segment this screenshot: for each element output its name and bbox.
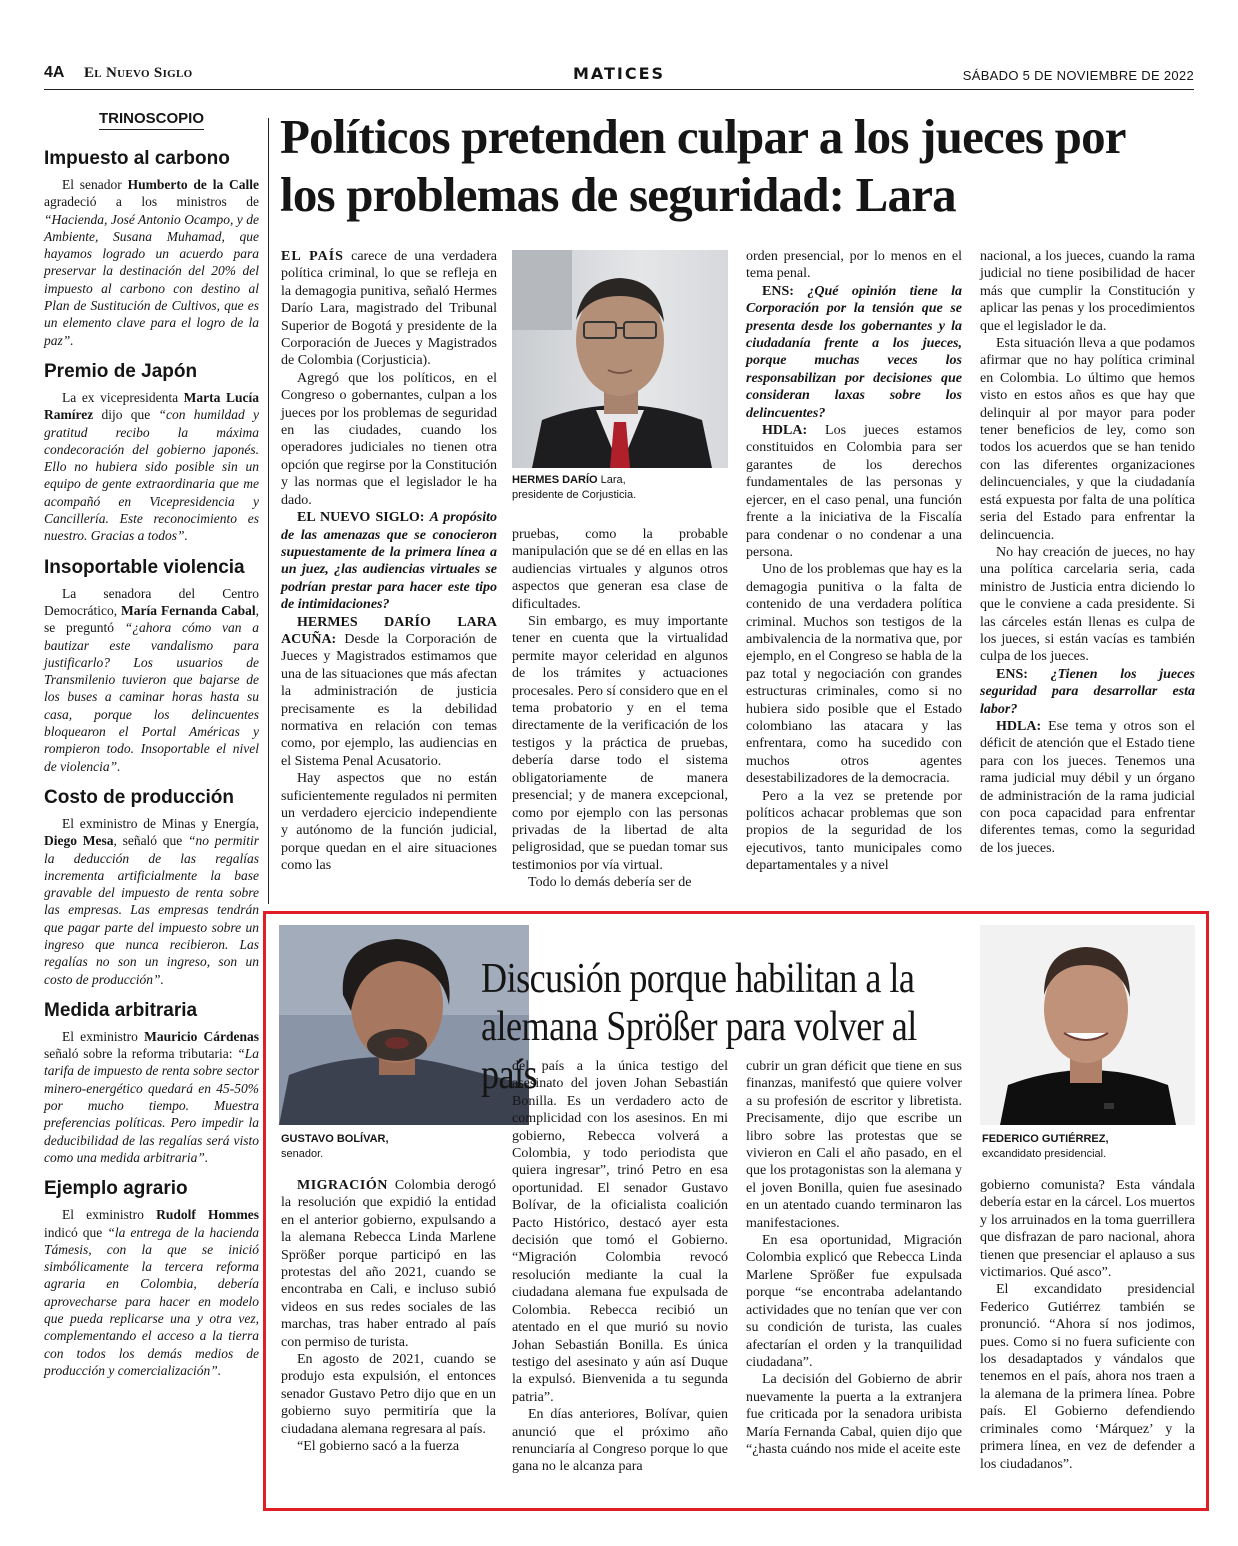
sidebar-item-body: El exministro Mauricio Cárdenas señaló sobre la reforma tributaria: “La tarifa de impuesto de renta sobre sector minero-energético quedará en 45-50% por mucho tiempo. Muestra preferencias políticas. Pero impedir la deducibilidad de las regalías será visto como una medida arbitraria”. <box>44 1028 259 1165</box>
gutierrez-photo-caption <box>982 1132 1197 1162</box>
sidebar-item-heading: Premio de Japón <box>44 360 198 382</box>
hermes-photo-caption <box>512 473 728 503</box>
sidebar-item-body: El exministro Rudolf Hommes indicó que “la entrega de la hacienda Támesis, con la que se inició simbólicamente la tercera reforma agraria en Colombia, debería aprovecharse para hacer en modelo que pueda replicarse una y otra vez, complementando el acceso a la tierra con todos los demás medios de producción y comercialización”. <box>44 1207 259 1378</box>
page-number: 4A <box>44 64 65 81</box>
newspaper-name: El Nuevo Siglo <box>84 65 193 81</box>
main-headline: Políticos pretenden culpar a los jueces por los problemas de seguridad: Lara <box>280 109 1125 222</box>
sidebar-item-heading: Ejemplo agrario <box>44 1178 188 1200</box>
sidebar-item-body: La senadora del Centro Democrático, María Fernanda Cabal, se preguntó “¿ahora cómo van a bautizar este vandalismo para justificarlo? Los usuarios de Transmilenio tuvieron que bajarse de los buses a caminar horas hasta su casa, porque los delincuentes bloquearon el Portal Américas y rompieron todo. Insoportable el nivel de violencia”. <box>44 585 260 774</box>
main-col-1: EL PAÍS carece de una verdadera política criminal, lo que se refleja en la demagogia punitiva, señaló Hermes Darío Lara, magistrado del Tribunal Superior de Bogotá y presidente de la Corporación de Jueces y Magistrados de Colombia (Corjusticia). Agregó que los políticos, en el Congreso o gobernantes, culpan a los jueces por los problemas de seguridad en las ciudades, cuando los operadores judiciales no tienen otra opción que regirse por la Constitución y las normas que el legislador le ha dado. EL NUEVO SIGLO: A propósito de las amenazas que se conocieron supuestamente de la primera línea a un juez, ¿las audiencias virtuales se podrían prestar para hacer este tipo de intimidaciones? HERMES DARÍO LARA ACUÑA: Desde la Corporación de Jueces y Magistrados estimamos que una de las situaciones que más afectan la administración de justicia precisamente es la debilidad normativa en relación con temas como, por ejemplo, las audiencias en el Sistema Penal Acusatorio. Hay aspectos que no están suficientemente regulados ni permiten un verdadero ejercicio independiente y autónomo de la función judicial, porque quedan en el aire situaciones como las <box>281 249 498 874</box>
sidebar-item-body: La ex vicepresidenta Marta Lucía Ramírez dijo que “con humildad y gratitud recibo la máxima condecoración del gobierno japonés. Ello no hubiera sido posible sin un equipo de gente extraordinaria que me acompañó en Vicepresidencia y Cancillería. Este reconocimiento es nuestro. Gracias a todos”. <box>44 389 259 544</box>
box-col-4: gobierno comunista? Esta vándala debería estar en la cárcel. Los muertos y los arruinados en la toma guerrillera que disfrazan de paro nacional, ahora tienen que presenciar el aplauso a sus victimarios. Qué asco”. El excandidato presidencial Federico Gutiérrez también se pronunció. “Ahora sí nos jodimos, pues. Como si no fuera suficiente con los desadaptados y vándalos que tenemos en el país, ahora nos traen a la alemana de la primera línea. Pobre país. El Gobierno defendiendo criminales como ‘Márquez’ y la primera línea, en vez de defender a los ciudadanos”. <box>980 1178 1195 1472</box>
section-name: MATICES <box>572 64 666 83</box>
column-rule <box>268 118 269 904</box>
box-col-2: del país a la única testigo del asesinato del joven Johan Sebastián Bonilla. Es un verdadero acto de complicidad con los asesinos. En mi gobierno, Rebecca volverá a Colombia, y todo periodista que quiera ingresar”, trinó Petro en esa oportunidad. El senador Gustavo Bolívar, de la oficialista coalición Pacto Histórico, destacó ayer esta decisión que tomó el Gobierno. “Migración Colombia revocó resolución mediante la cual la ciudadana alemana fue expulsada de Colombia. Rebecca recibió un atentado en el que murió su novio Johan Sebastián Bonilla. Es única testigo del asesinato y aún así Duque la expulsó. Bienvenida a tu segunda patria”. En días anteriores, Bolívar, quien anunció que el próximo año renunciaría al Congreso porque lo que gana no le alcanza para <box>512 1059 728 1475</box>
federico-gutierrez-photo <box>980 925 1195 1125</box>
caption-role: senador. <box>281 1148 324 1160</box>
main-col-2: pruebas, como la probable manipulación que se dé en ellas en las audiencias virtuales y algunos otros aspectos que generan esa clase de dificultades. Sin embargo, es muy importante tener en cuenta que la virtualidad permite mayor celeridad en algunos de los trámites y actuaciones procesales. Pero sí considero que en el tema probatorio y en el tema directamente de la verificación de los testigos y la práctica de pruebas, debería darse todo el sistema obligatoriamente de manera presencial; y de manera excepcional, como por ejemplo con las personas privadas de la libertad de alta peligrosidad, que se puedan tomar sus testimonios por vía virtual. Todo lo demás debería ser de <box>512 527 728 891</box>
sidebar-title: TRINOSCOPIO <box>99 110 204 130</box>
sidebar-item-heading: Costo de producción <box>44 786 234 808</box>
trinoscopio-sidebar <box>44 110 259 1490</box>
caption-role: presidente de Corjusticia. <box>512 489 637 501</box>
box-col-1: MIGRACIÓN Colombia derogó la resolución que expidió la entidad en el anterior gobierno, expulsando a la alemana Rebecca Linda Marlene Sprößer porque participó en las protestas del año 2021, cuando se encontraba en Cali, e incluso subió videos en sus redes sociales de las marchas, tras haber entrado al país con permiso de turista. En agosto de 2021, cuando se produjo esta expulsión, el entonces senador Gustavo Petro dijo que en un gobierno suyo permitiría que la ciudadana alemana regresara al país. “El gobierno sacó a la fuerza <box>281 1178 496 1455</box>
hermes-dario-lara-photo <box>512 250 728 468</box>
issue-date: SÁBADO 5 DE NOVIEMBRE DE 2022 <box>962 68 1194 83</box>
bolivar-photo-caption <box>281 1132 531 1162</box>
main-col-3: orden presencial, por lo menos en el tema penal. ENS: ¿Qué opinión tiene la Corporación por la tensión que se presenta desde los gobernantes y la ciudadanía frente a los jueces, porque muchas veces los responsabilizan por decisiones que consideran laxas sobre los delincuentes? HDLA: Los jueces estamos constituidos en Colombia para ser garantes de los derechos fundamentales de las personas y ejercer, en el caso penal, una función frente a la iniciativa de la Fiscalía para condenar o no condenar a una persona. Uno de los problemas que hay es la demagogia punitiva o la falta de contenido de una verdadera política criminal. Muchos son testigos de la ambivalencia de la normativa que, por ejemplo, en el Congreso se habla de la paz total y negociación con grandes estructuras criminales, como si no hubiera sido posible que el Estado colombiano las atacara y las enfrentara, como ha sucedido con muchos otros agentes desestabilizadores de la democracia. Pero a la vez se pretende por políticos achacar problemas que son propios de la seguridad de los ejecutivos, tanto municipales como departamentales y a nivel <box>746 249 962 874</box>
caption-role: excandidato presidencial. <box>982 1148 1107 1160</box>
caption-name: FEDERICO GUTIÉRREZ, <box>982 1133 1109 1145</box>
header-rule <box>44 89 1194 90</box>
caption-name: GUSTAVO BOLÍVAR, <box>281 1133 389 1145</box>
caption-name: HERMES DARÍO <box>512 474 598 486</box>
sidebar-item-body: El exministro de Minas y Energía, Diego Mesa, señaló que “no permitir la deducción de las regalías incrementa artificialmente la base gravable del impuesto de renta sobre las empresas. Las empresas tendrán que pagar parte del impuesto sobre un ingreso que nunca recibieron. Las regalías no son un ingreso, son un costo de producción”. <box>44 815 260 987</box>
main-col-4: nacional, a los jueces, cuando la rama judicial no tiene posibilidad de hacer más que cumplir la Constitución y aplicar las penas y los procedimientos que el legislador le da. Esta situación lleva a que podamos afirmar que no hay política criminal en Colombia. Lo último que hemos visto en estos años es que hay que delinquir al por mayor para poder tener beneficios de ley, como son todos los acuerdos que se han tenido con las diferentes organizaciones delincuenciales, y que la ciudadanía está expuesta por falta de una política seria del Estado para enfrentar la delincuencia. No hay creación de jueces, no hay una política carcelaria seria, cada ministro de Justicia entra diciendo lo que le conviene a cada presidente. Si las cárceles están llenas es culpa de los jueces, si están vacías es también culpa de los jueces. ENS: ¿Tienen los jueces seguridad para desarrollar esta labor? HDLA: Ese tema y otros son el déficit de atención que el Estado tiene para con los jueces. Tenemos una rama judicial muy débil y un órgano de administración de la rama judicial con poca capacidad para enfrentar diferentes temas, como la seguridad de los jueces. <box>980 249 1195 856</box>
caption-rest: Lara, <box>597 474 626 486</box>
sidebar-item-heading: Impuesto al carbono <box>44 148 230 169</box>
box-headline: Discusión porque habilitan a la alemana Sprößer para volver al país <box>481 956 917 1098</box>
sidebar-item-heading: Insoportable violencia <box>44 556 245 578</box>
box-col-3: cubrir un gran déficit que tiene en sus finanzas, manifestó que quiere volver a su profesión de escritor y libretista. Precisamente, dijo que escribe un libro sobre las protestas que se vivieron en Cali el año pasado, en el que los protagonistas son la alemana y el joven Bonilla, quien fue asesinado en un atentado cuando terminaron las manifestaciones. En esa oportunidad, Migración Colombia explicó que Rebecca Linda Marlene Sprößer fue expulsada porque “se encontraba adelantando actividades que no tenían que ver con su condición de turista, las cuales afectarían el orden y la tranquilidad ciudadana”. La decisión del Gobierno de abrir nuevamente la puerta a la extranjera fue criticada por la senadora uribista María Fernanda Cabal, quien dijo que “¿hasta cuándo nos mide el aceite este <box>746 1059 962 1457</box>
sidebar-item-body: El senador Humberto de la Calle agradeció a los ministros de “Hacienda, José Antonio Ocampo, y de Ambiente, Susana Muhamad, que hayamos logrado un acuerdo para preservar la destinación del 20% del impuesto al carbono con destino al Plan de Sustitución de Cultivos, que es un elemento clave para el logro de la paz”. <box>44 177 259 348</box>
sidebar-item-heading: Medida arbitraria <box>44 999 198 1021</box>
sidebar-items <box>44 148 259 1379</box>
